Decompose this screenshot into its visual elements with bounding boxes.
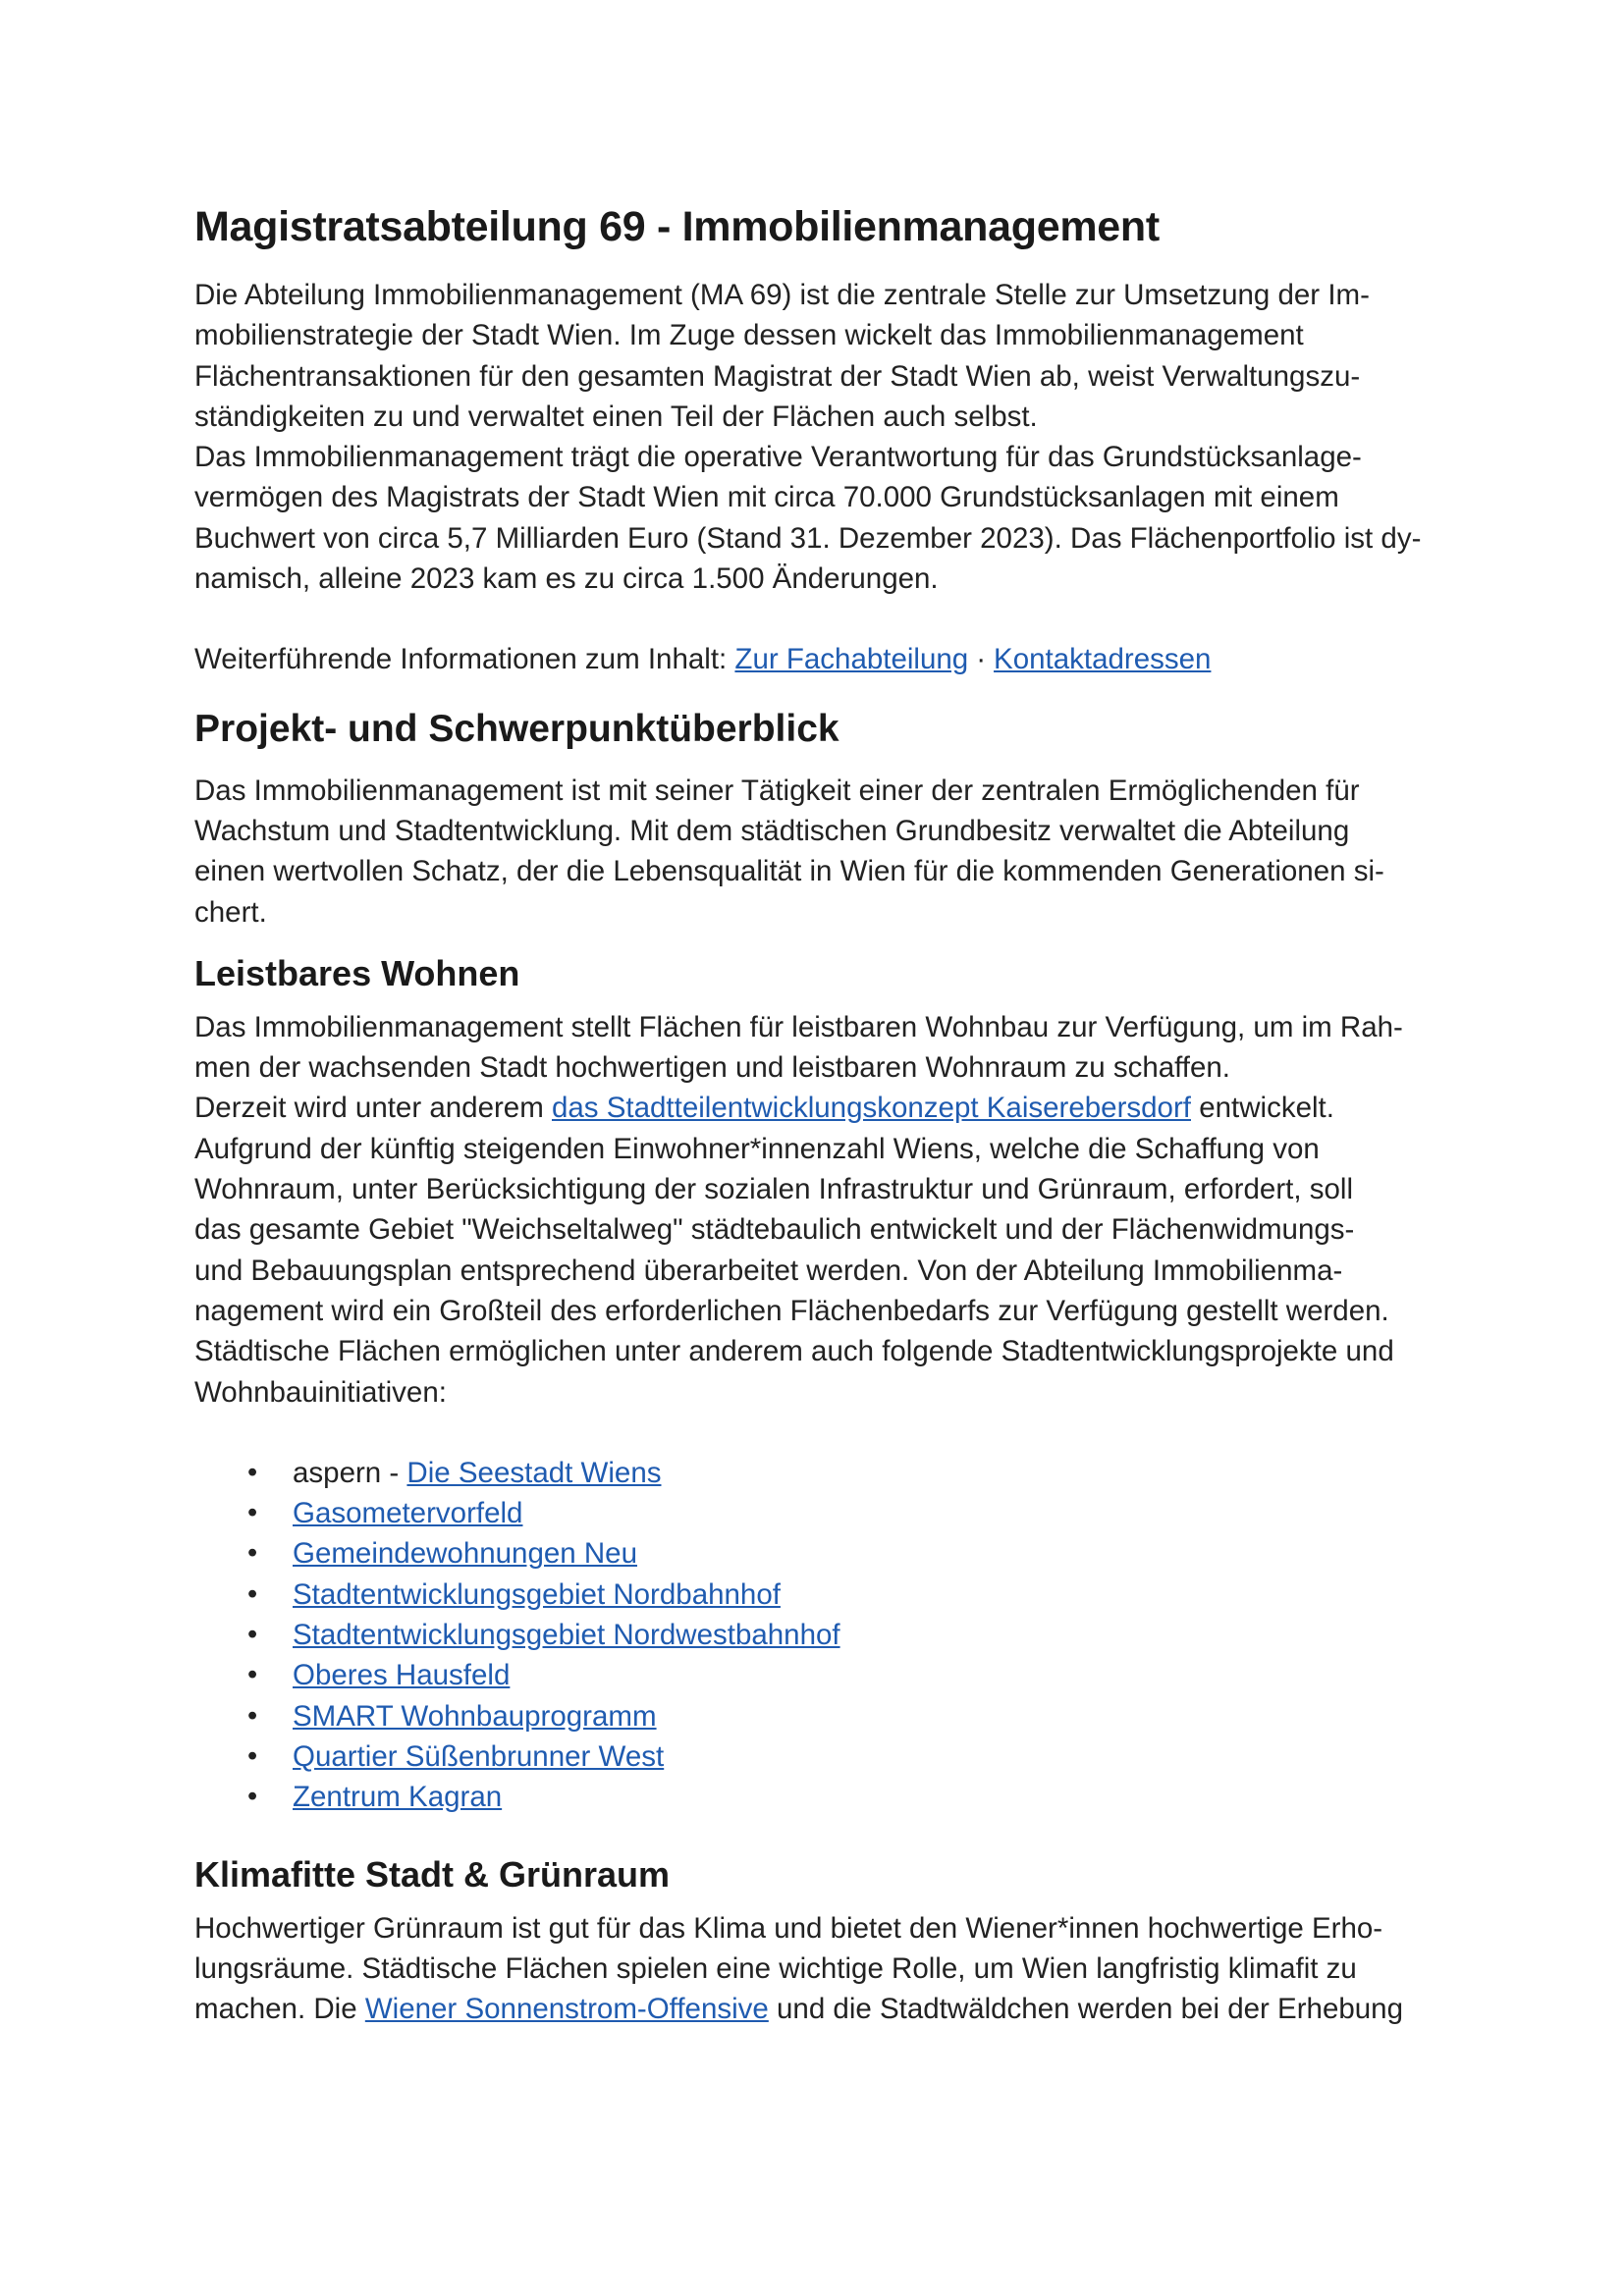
bullet: • xyxy=(247,1699,258,1732)
text-line: Wachstum und Stadtentwicklung. Mit dem städtischen Grundbesitz verwaltet die Abteilung xyxy=(194,814,1350,847)
list-item xyxy=(247,1533,1461,1574)
info-prefix: Weiterführende Informationen zum Inhalt: xyxy=(194,643,735,676)
document-content xyxy=(194,196,1461,2029)
text-line-suffix: und die Stadtwäldchen werden bei der Erhebung xyxy=(768,1993,1403,2026)
list-item xyxy=(247,1493,1461,1533)
projekte-heading: Projekt- und Schwerpunktüberblick xyxy=(194,707,839,750)
wohnen-paragraph xyxy=(194,1007,1461,1413)
zentrum-kagran-link[interactable]: Zentrum Kagran xyxy=(293,1781,503,1814)
text-line: Wohnbauinitiativen: xyxy=(194,1375,447,1409)
bullet: • xyxy=(247,1659,258,1691)
page-title: Magistratsabteilung 69 - Immobilienmanagement xyxy=(194,203,1160,250)
text-line: Aufgrund der künftig steigenden Einwohner*innenzahl Wiens, welche die Schaffung von xyxy=(194,1132,1320,1165)
projekte-paragraph xyxy=(194,771,1461,933)
list-item xyxy=(247,1615,1461,1655)
separator-dot: · xyxy=(976,643,987,676)
seestadt-link[interactable]: Die Seestadt Wiens xyxy=(406,1456,662,1489)
text-line: vermögen des Magistrats der Stadt Wien mit circa 70.000 Grundstücksanlagen mit einem xyxy=(194,481,1339,514)
oberes-hausfeld-link[interactable]: Oberes Hausfeld xyxy=(293,1659,511,1692)
bullet: • xyxy=(247,1577,258,1610)
text-line: Städtische Flächen ermöglichen unter anderem auch folgende Stadtentwicklungsprojekte und xyxy=(194,1335,1394,1368)
list-item xyxy=(247,1453,1461,1493)
nordwestbahnhof-link[interactable]: Stadtentwicklungsgebiet Nordwestbahnhof xyxy=(293,1619,840,1652)
text-line: das gesamte Gebiet "Weichseltalweg" städtebaulich entwickelt und der Flächenwidmungs- xyxy=(194,1213,1355,1247)
bullet: • xyxy=(247,1497,258,1529)
info-links-line xyxy=(194,639,1461,679)
bullet: • xyxy=(247,1456,258,1488)
sonnenstrom-link[interactable]: Wiener Sonnenstrom-Offensive xyxy=(364,1993,769,2026)
text-line-prefix: machen. Die xyxy=(194,1993,365,2026)
text-line: lungsräume. Städtische Flächen spielen eine wichtige Rolle, um Wien langfristig klimafit zu xyxy=(194,1951,1357,1985)
gemeindewohnungen-link[interactable]: Gemeindewohnungen Neu xyxy=(293,1537,637,1571)
bullet: • xyxy=(247,1537,258,1570)
kontaktadressen-link[interactable]: Kontaktadressen xyxy=(994,643,1212,676)
kaiserebersdorf-link[interactable]: das Stadtteilentwicklungskonzept Kaiserebersdorf xyxy=(551,1092,1191,1125)
list-item-prefix: aspern - xyxy=(293,1456,407,1489)
text-line: und Bebauungsplan entsprechend überarbeitet werden. Von der Abteilung Immobilienma- xyxy=(194,1254,1343,1287)
bullet: • xyxy=(247,1739,258,1772)
text-line: Das Immobilienmanagement stellt Flächen für leistbaren Wohnbau zur Verfügung, um im Rah- xyxy=(194,1010,1403,1043)
nordbahnhof-link[interactable]: Stadtentwicklungsgebiet Nordbahnhof xyxy=(293,1577,781,1611)
bullet: • xyxy=(247,1781,258,1813)
smart-wohnbau-link[interactable]: SMART Wohnbauprogramm xyxy=(293,1699,657,1733)
wohnen-heading: Leistbares Wohnen xyxy=(194,952,520,993)
text-line: Wohnraum, unter Berücksichtigung der sozialen Infrastruktur und Grünraum, erfordert, soll xyxy=(194,1173,1353,1206)
text-line: Die Abteilung Immobilienmanagement (MA 69) ist die zentrale Stelle zur Umsetzung der Im- xyxy=(194,279,1370,311)
klima-paragraph xyxy=(194,1908,1461,2030)
suessenbrunner-link[interactable]: Quartier Süßenbrunner West xyxy=(293,1739,665,1773)
text-line: Hochwertiger Grünraum ist gut für das Klima und bietet den Wiener*innen hochwertige Erho- xyxy=(194,1911,1383,1945)
text-line: Flächentransaktionen für den gesamten Magistrat der Stadt Wien ab, weist Verwaltungszu- xyxy=(194,359,1361,393)
list-item xyxy=(247,1736,1461,1777)
text-line: Das Immobilienmanagement ist mit seiner Tätigkeit einer der zentralen Ermöglichenden für xyxy=(194,774,1360,807)
text-line: men der wachsenden Stadt hochwertigen und leistbaren Wohnraum zu schaffen. xyxy=(194,1051,1230,1085)
text-line: namisch, alleine 2023 kam es zu circa 1.500 Änderungen. xyxy=(194,562,939,596)
list-item xyxy=(247,1696,1461,1736)
list-item xyxy=(247,1655,1461,1695)
text-line: nagement wird ein Großteil des erforderlichen Flächenbedarfs zur Verfügung gestellt werden. xyxy=(194,1294,1389,1327)
fachabteilung-link[interactable]: Zur Fachabteilung xyxy=(734,643,969,676)
text-line: ständigkeiten zu und verwaltet einen Teil der Flächen auch selbst. xyxy=(194,400,1038,433)
bullet: • xyxy=(247,1619,258,1651)
projects-list xyxy=(194,1453,1461,1818)
text-line: Das Immobilienmanagement trägt die operative Verantwortung für das Grundstücksanlage- xyxy=(194,441,1362,474)
list-item xyxy=(247,1777,1461,1817)
ma69-paragraph xyxy=(194,275,1461,599)
gasometervorfeld-link[interactable]: Gasometervorfeld xyxy=(293,1497,523,1530)
text-line: Buchwert von circa 5,7 Milliarden Euro (Stand 31. Dezember 2023). Das Flächenportfolio ist dy- xyxy=(194,521,1422,555)
list-item xyxy=(247,1575,1461,1615)
text-line-prefix: Derzeit wird unter anderem xyxy=(194,1092,552,1125)
text-line: einen wertvollen Schatz, der die Lebensqualität in Wien für die kommenden Generationen si- xyxy=(194,855,1384,888)
text-line: chert. xyxy=(194,895,267,929)
klima-heading: Klimafitte Stadt & Grünraum xyxy=(194,1853,671,1895)
text-line: mobilienstrategie der Stadt Wien. Im Zuge dessen wickelt das Immobilienmanagement xyxy=(194,319,1304,352)
text-line-suffix: entwickelt. xyxy=(1191,1092,1334,1125)
